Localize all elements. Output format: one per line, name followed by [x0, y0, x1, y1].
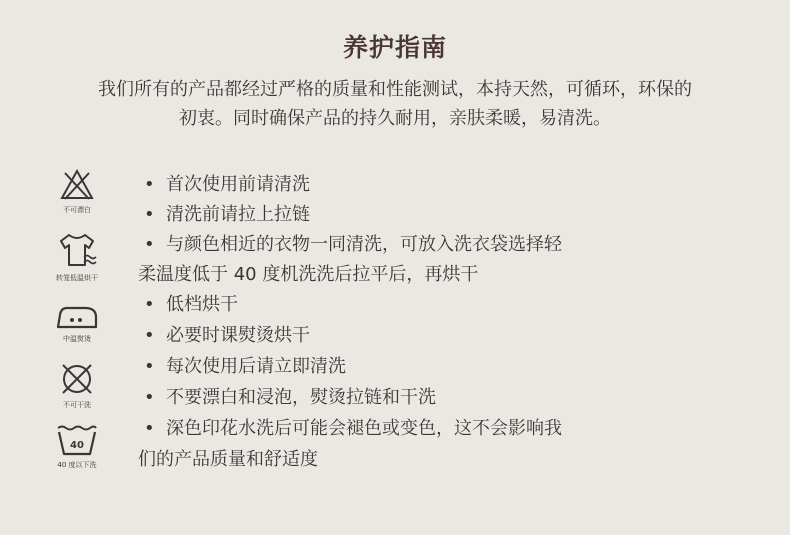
instruction-line-continued: 柔温度低于 40 度机洗洗后拉平后，再烘干: [138, 264, 479, 285]
iron-caption: 中温熨烫: [63, 335, 91, 343]
no-dry-clean-icon: [59, 361, 95, 397]
instruction-line: • 低档烘干: [144, 294, 238, 315]
care-symbol-wash-40: [44, 423, 110, 485]
care-symbol-no-dry-clean: [44, 361, 110, 423]
wash-basin-icon: [56, 423, 98, 457]
instruction-line: • 每次使用后请立即清洗: [144, 356, 346, 377]
instruction-line: • 必要时课熨烫烘干: [144, 325, 310, 346]
wash-temp-label: 40: [70, 440, 84, 451]
no-dry-clean-caption: 不可干洗: [63, 401, 91, 409]
no-bleach-icon: [60, 168, 94, 202]
tumble-dry-caption: 转笼低温烘干: [56, 274, 98, 282]
instruction-line-continued: 们的产品质量和舒适度: [138, 449, 318, 470]
wash-40-caption: 40 度以下洗: [57, 461, 97, 469]
instruction-line: • 清洗前请拉上拉链: [144, 204, 310, 225]
instruction-line: • 首次使用前请清洗: [144, 174, 310, 195]
tshirt-dry-icon: [57, 232, 97, 270]
page-title: 养护指南: [342, 33, 447, 62]
care-symbol-tumble-dry: [44, 232, 110, 294]
intro-line-1: 我们所有的产品都经过严格的质量和性能测试，本持天然，可循环，环保的: [98, 79, 692, 100]
care-symbol-iron: [44, 303, 110, 365]
instruction-line: • 深色印花水洗后可能会褪色或变色，这不会影响我: [144, 418, 562, 439]
intro-paragraph: [40, 75, 750, 133]
no-bleach-caption: 不可漂白: [63, 206, 91, 214]
instruction-line: • 不要漂白和浸泡，熨烫拉链和干洗: [144, 387, 436, 408]
intro-line-2: 初衷。同时确保产品的持久耐用，亲肤柔暖，易清洗。: [179, 108, 611, 129]
instruction-line: • 与颜色相近的衣物一同清洗，可放入洗衣袋选择轻: [144, 234, 562, 255]
care-symbol-no-bleach: [44, 168, 110, 230]
iron-medium-icon: [55, 303, 99, 331]
